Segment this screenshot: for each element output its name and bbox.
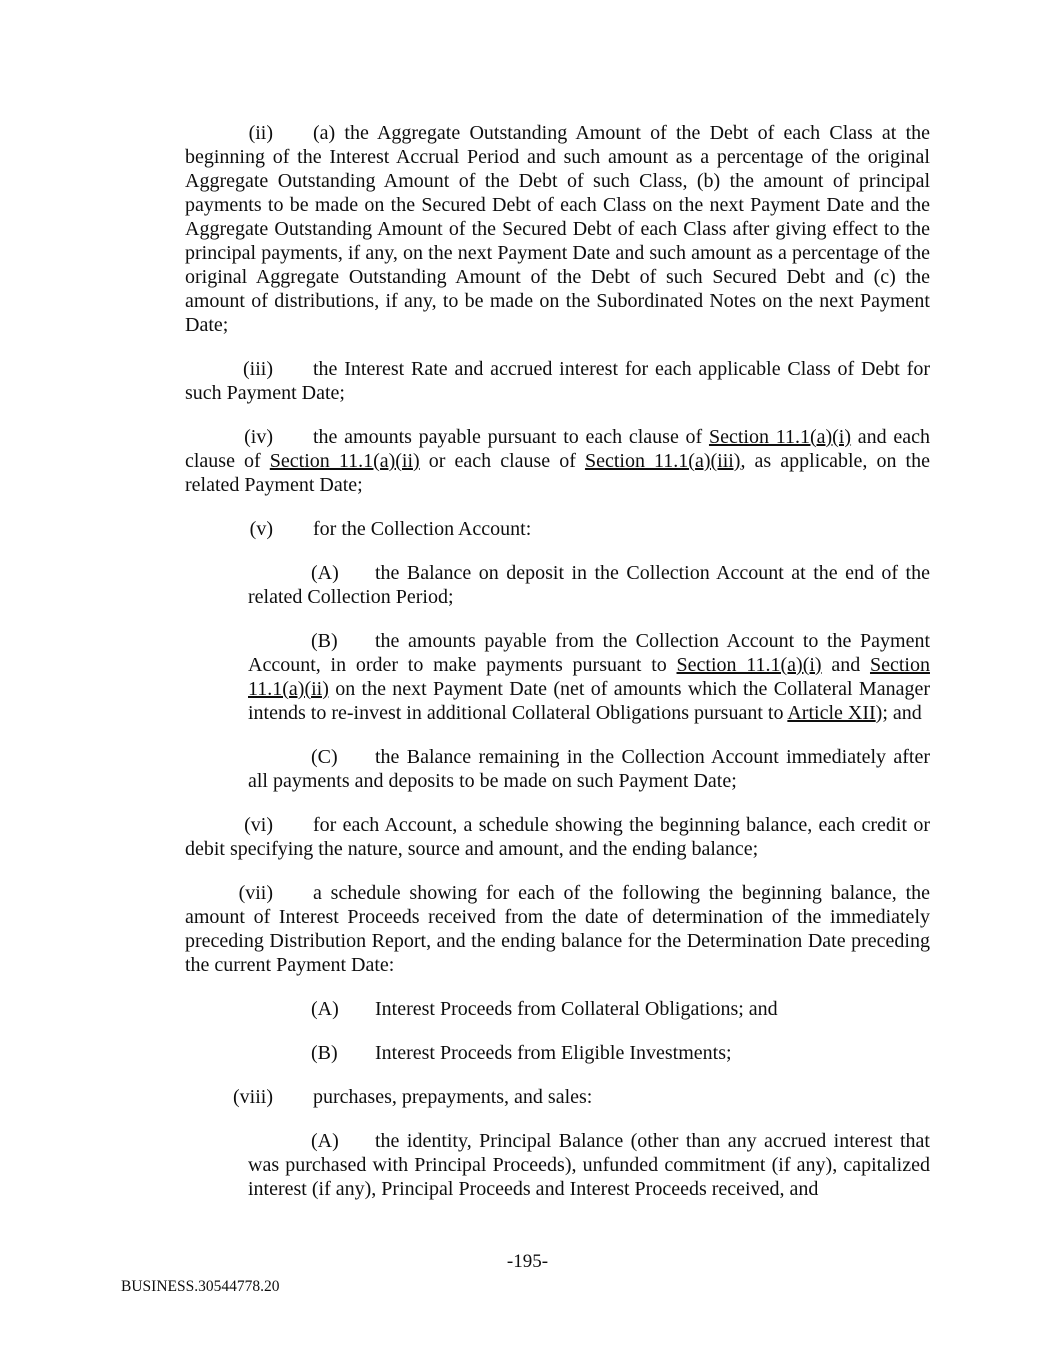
paragraph-label: (viii)	[233, 1086, 273, 1108]
text-run: the Interest Rate and accrued interest for each applicable Class of Debt for such Payment Date;	[185, 358, 930, 404]
text-run: and each clause of	[185, 426, 931, 472]
paragraph-label: (C)	[311, 746, 338, 768]
paragraph-label: (ii)	[248, 122, 273, 144]
paragraph-label: (vii)	[238, 882, 273, 904]
text-run: the amounts payable pursuant to each clause of	[313, 426, 709, 448]
paragraph-vi-7	[185, 813, 930, 861]
text-run: or each clause of	[419, 450, 585, 472]
text-run: and	[821, 654, 870, 676]
text-run: Interest Proceeds from Eligible Investments;	[375, 1042, 732, 1064]
paragraph-label: (vi)	[244, 814, 273, 836]
text-run: the amounts payable from the Collection Account to the Payment Account, in order to make payments pursuant to	[248, 630, 930, 676]
section-reference: Section 11.1(a)(i)	[708, 426, 852, 448]
paragraph-label: (A)	[311, 998, 339, 1020]
paragraph-label: (v)	[249, 518, 273, 540]
text-run: , as applicable, on the related Payment Date;	[185, 450, 930, 496]
paragraph-label: (B)	[311, 1042, 338, 1064]
paragraph-viii-11	[185, 1085, 930, 1109]
text-run: (a) the Aggregate Outstanding Amount of the Debt of each Class at the beginning of the Interest Accrual Period and such amount as a percentage of the original Aggregate Outstanding Amount of the Debt of such Class, (b) the amount of principal payments to be made on the Secured Debt of each Class on the next Payment Date and the Aggregate Outstanding Amount of the Secured Debt of each Class after giving effect to the principal payments, if any, on the next Payment Date and such amount as a percentage of the original Aggregate Outstanding Amount of the Debt of such Secured Debt and (c) the amount of distributions, if any, to be made on the Subordinated Notes on the next Payment Date;	[185, 122, 930, 336]
paragraph-ii-0	[185, 121, 930, 337]
paragraph-label: (A)	[311, 562, 339, 584]
paragraph-A-12	[248, 1129, 930, 1201]
paragraph-label: (iv)	[244, 426, 273, 448]
text-run: Interest Proceeds from Collateral Obligations; and	[375, 998, 778, 1020]
text-run: the Balance remaining in the Collection Account immediately after all payments and deposits to be made on such Payment Date;	[248, 746, 930, 792]
paragraph-C-6	[248, 745, 930, 793]
document-id-stamp: BUSINESS.30544778.20	[121, 1278, 280, 1295]
text-run: on the next Payment Date (net of amounts which the Collateral Manager intends to re-invest in additional Collateral Obligations pursuant to	[248, 678, 930, 724]
section-reference: Article XII	[787, 702, 876, 724]
section-reference: Section 11.1(a)(i)	[676, 654, 822, 676]
paragraph-label: (A)	[311, 1130, 339, 1152]
section-reference: Section 11.1(a)(ii)	[269, 450, 420, 472]
document-body	[185, 121, 930, 1221]
section-reference: Section 11.1(a)(ii)	[248, 654, 930, 700]
section-reference: Section 11.1(a)(iii)	[584, 450, 741, 472]
text-run: purchases, prepayments, and sales:	[313, 1086, 593, 1108]
paragraph-iii-1	[185, 357, 930, 405]
paragraph-B-10	[248, 1041, 930, 1065]
paragraph-v-3	[185, 517, 930, 541]
paragraph-label: (B)	[311, 630, 338, 652]
text-run: for the Collection Account:	[313, 518, 532, 540]
paragraph-A-9	[248, 997, 930, 1021]
text-run: a schedule showing for each of the following the beginning balance, the amount of Interest Proceeds received from the date of determination of the immediately preceding Distribution Report, and the ending balance for the Determination Date preceding the current Payment Date:	[185, 882, 930, 976]
paragraph-vii-8	[185, 881, 930, 977]
page-number: -195-	[506, 1251, 549, 1272]
text-run: the identity, Principal Balance (other than any accrued interest that was purchased with Principal Proceeds), unfunded commitment (if any), capitalized interest (if any), Principal Proceeds and Interest Proceeds received, and	[248, 1130, 930, 1200]
paragraph-B-5	[248, 629, 930, 725]
text-run: the Balance on deposit in the Collection Account at the end of the related Collection Period;	[248, 562, 930, 608]
text-run: for each Account, a schedule showing the beginning balance, each credit or debit specifying the nature, source and amount, and the ending balance;	[185, 814, 930, 860]
paragraph-A-4	[248, 561, 930, 609]
text-run: ); and	[875, 702, 922, 724]
paragraph-label: (iii)	[243, 358, 273, 380]
paragraph-iv-2	[185, 425, 930, 497]
